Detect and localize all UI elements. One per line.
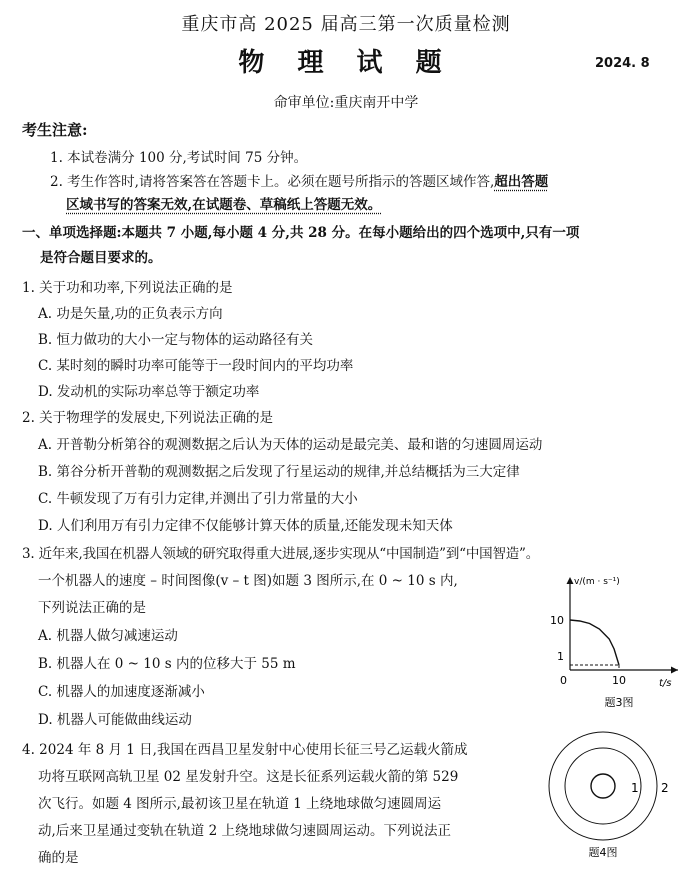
question-1-stem: 1. 关于功和功率,下列说法正确的是 bbox=[22, 280, 233, 296]
orbit-1 bbox=[565, 748, 641, 824]
section-heading: 一、单项选择题:本题共 7 小题,每小题 4 分,共 28 分。在每小题给出的四个选项中,只有一项 bbox=[22, 225, 580, 241]
question-4-stem-line-3: 次飞行。如题 4 图所示,最初该卫星在轨道 1 上绕地球做匀速圆周运 bbox=[38, 796, 442, 812]
question-3-stem-line-3: 下列说法正确的是 bbox=[38, 600, 146, 616]
figure-3-vt-chart bbox=[540, 565, 690, 713]
x-axis-label: t/s bbox=[659, 678, 672, 689]
figure-4-orbits bbox=[545, 728, 690, 868]
x-tick-label-10: 10 bbox=[612, 674, 626, 687]
question-2-option-a: A. 开普勒分析第谷的观测数据之后认为天体的运动是最完美、最和谐的匀速圆周运动 bbox=[38, 437, 543, 453]
exam-unit: 命审单位:重庆南开中学 bbox=[273, 95, 419, 111]
orbit-1-label: 1 bbox=[631, 781, 639, 795]
earth bbox=[591, 774, 615, 798]
question-1-option-a: A. 功是矢量,功的正负表示方向 bbox=[38, 306, 223, 322]
x-axis-arrow bbox=[671, 667, 678, 674]
question-2-stem: 2. 关于物理学的发展史,下列说法正确的是 bbox=[22, 410, 273, 426]
question-3-option-b: B. 机器人在 0 ~ 10 s 内的位移大于 55 m bbox=[38, 656, 296, 672]
notice-item-2-text: 2. 考生作答时,请将答案答在答题卡上。必须在题号所指示的答题区域作答, bbox=[50, 174, 495, 190]
question-4-stem-line-2: 功将互联网高轨卫星 02 星发射升空。这是长征系列运载火箭的第 529 bbox=[38, 769, 459, 785]
question-4-stem-line-4: 动,后来卫星通过变轨在轨道 2 上绕地球做匀速圆周运动。下列说法正 bbox=[38, 823, 451, 839]
question-2-option-b: B. 第谷分析开普勒的观测数据之后发现了行星运动的规律,并总结概括为三大定律 bbox=[38, 464, 520, 480]
y-axis-label: v/(m · s⁻¹) bbox=[574, 577, 620, 587]
question-3-stem-line-2: 一个机器人的速度 – 时间图像(v – t 图)如题 3 图所示,在 0 ~ 10 s 内, bbox=[38, 573, 458, 589]
question-3-option-d: D. 机器人可能做曲线运动 bbox=[38, 712, 192, 728]
notice-item-1: 1. 本试卷满分 100 分,考试时间 75 分钟。 bbox=[50, 150, 308, 166]
section-heading-continued: 是符合题目要求的。 bbox=[40, 250, 162, 266]
question-2-option-c: C. 牛顿发现了万有引力定律,并测出了引力常量的大小 bbox=[38, 491, 358, 507]
question-4-stem-line-1: 4. 2024 年 8 月 1 日,我国在西昌卫星发射中心使用长征三号乙运载火箭成 bbox=[22, 742, 468, 758]
exam-date: 2024. 8 bbox=[595, 56, 650, 71]
question-3-option-a: A. 机器人做匀减速运动 bbox=[38, 628, 178, 644]
question-3-stem-line-1: 3. 近年来,我国在机器人领域的研究取得重大进展,逐步实现从“中国制造”到“中国智造”。 bbox=[22, 546, 540, 562]
question-3-option-c: C. 机器人的加速度逐渐减小 bbox=[38, 684, 205, 700]
orbit-2-label: 2 bbox=[661, 781, 669, 795]
y-tick-label-10: 10 bbox=[550, 614, 564, 627]
origin-label: 0 bbox=[560, 674, 567, 687]
question-2-option-d: D. 人们利用万有引力定律不仅能够计算天体的质量,还能发现未知天体 bbox=[38, 518, 453, 534]
question-4-stem-line-5: 确的是 bbox=[38, 850, 79, 866]
question-1-option-d: D. 发动机的实际功率总等于额定功率 bbox=[38, 384, 260, 400]
notice-heading: 考生注意: bbox=[22, 121, 88, 139]
question-1-option-b: B. 恒力做功的大小一定与物体的运动路径有关 bbox=[38, 332, 314, 348]
subject-title: 物 理 试 题 bbox=[238, 48, 454, 78]
y-tick-label-1: 1 bbox=[557, 650, 564, 663]
notice-item-2-emphasis: 超出答题 bbox=[494, 174, 549, 190]
figure-3-caption: 题3图 bbox=[604, 696, 634, 709]
figure-4-caption: 题4图 bbox=[588, 846, 618, 859]
y-axis-arrow bbox=[567, 577, 574, 584]
notice-item-2 bbox=[50, 170, 548, 190]
question-1-option-c: C. 某时刻的瞬时功率可能等于一段时间内的平均功率 bbox=[38, 358, 354, 374]
exam-header-title: 重庆市高 2025 届高三第一次质量检测 bbox=[181, 14, 511, 35]
notice-item-2-continuation: 区域书写的答案无效,在试题卷、草稿纸上答题无效。 bbox=[66, 197, 382, 213]
vt-curve bbox=[570, 620, 619, 665]
